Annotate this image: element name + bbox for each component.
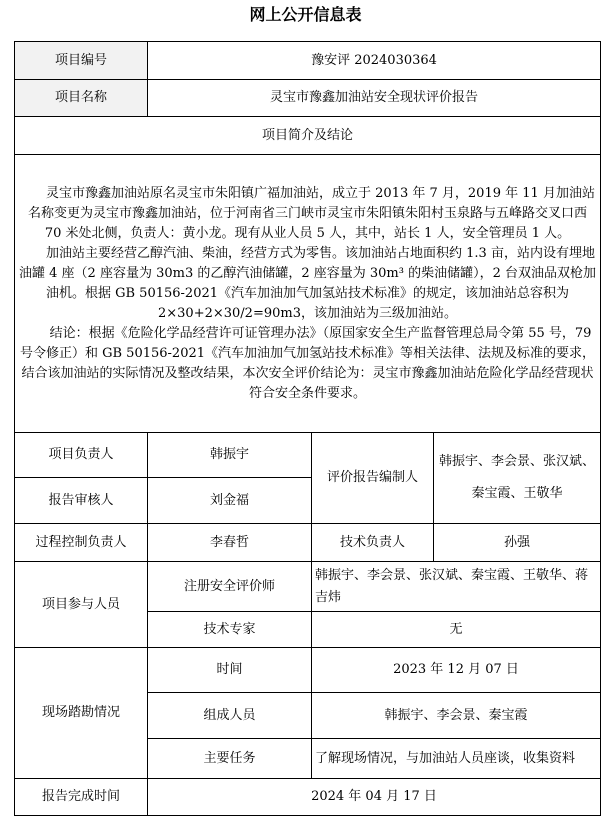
participants-label: 项目参与人员 [15,562,148,648]
project-leader-label: 项目负责人 [15,433,148,478]
survey-members-value: 韩振宇、李会景、秦宝霞 [312,693,601,739]
project-name-label: 项目名称 [15,80,148,117]
leader-row [15,433,601,478]
summary-heading-row [15,117,601,155]
experts-label: 技术专家 [148,612,312,648]
summary-text [15,155,601,433]
compilers-value: 韩振宇、李会景、张汉斌、秦宝霞、王敬华 [434,433,601,524]
survey-time-label: 时间 [148,648,312,693]
evaluators-label: 注册安全评价师 [148,562,312,612]
completion-value: 2024 年 04 月 17 日 [148,779,601,816]
experts-value: 无 [312,612,601,648]
page-title: 网上公开信息表 [249,5,362,24]
survey-members-label: 组成人员 [148,693,312,739]
project-name-value: 灵宝市豫鑫加油站安全现状评价报告 [148,80,601,117]
summary-paragraph: 加油站主要经营乙醇汽油、柴油，经营方式为零售。该加油站占地面积约 1.3 亩，站内设有埋地油罐 4 座（2 座容量为 30m3 的乙醇汽油储罐，2 座容量为 30m³ 的柴油储罐），2 台双油品双枪加油机。根据 GB 50156-2021《汽车加油加气加氢站技术标准》的规定，该加油站总容积为 2×30+2×30/2=90m3，该加油站为三级加油站。 [19,245,596,321]
compilers-label: 评价报告编制人 [312,433,434,524]
process-row [15,524,601,562]
summary-paragraph: 灵宝市豫鑫加油站原名灵宝市朱阳镇广福加油站，成立于 2013 年 7 月，2019 年 11 月加油站名称变更为灵宝市豫鑫加油站，位于河南省三门峡市灵宝市朱阳镇朱阳村玉泉路与五峰路交叉口西 70 米处北侧，负责人：黄小龙。现有从业人员 5 人，其中，站长 1 人，安全管理员 1 人。 [27,185,595,241]
process-control-value: 李春哲 [148,524,312,562]
project-number-value: 豫安评 2024030364 [148,42,601,80]
summary-row [15,155,601,433]
survey-time-row [15,648,601,693]
reviewer-value: 刘金福 [148,478,312,524]
process-control-label: 过程控制负责人 [15,524,148,562]
reviewer-label: 报告审核人 [15,478,148,524]
project-leader-value: 韩振宇 [148,433,312,478]
evaluators-value: 韩振宇、李会景、张汉斌、秦宝霞、王敬华、蒋吉炜 [312,562,601,612]
project-number-label: 项目编号 [15,42,148,80]
project-number-row [15,42,601,80]
summary-heading: 项目简介及结论 [15,117,601,155]
tech-lead-value: 孙强 [434,524,601,562]
summary-paragraph: 结论：根据《危险化学品经营许可证管理办法》（原国家安全生产监督管理总局令第 55 号，79 号令修正）和 GB 50156-2021《汽车加油加气加氢站技术标准》等相关法律、法规及标准的要求，结合该加油站的实际情况及整改结果，本次安全评价结论为：灵宝市豫鑫加油站危险化学品经营现状符合安全条件要求。 [19,325,596,401]
info-table [14,41,601,816]
survey-label: 现场踏勘情况 [15,648,148,779]
tech-lead-label: 技术负责人 [312,524,434,562]
evaluator-row [15,562,601,612]
survey-task-value: 了解现场情况，与加油站人员座谈，收集资料 [312,739,601,779]
project-name-row [15,80,601,117]
completion-label: 报告完成时间 [15,779,148,816]
survey-time-value: 2023 年 12 月 07 日 [312,648,601,693]
survey-task-label: 主要任务 [148,739,312,779]
completion-row [15,779,601,816]
